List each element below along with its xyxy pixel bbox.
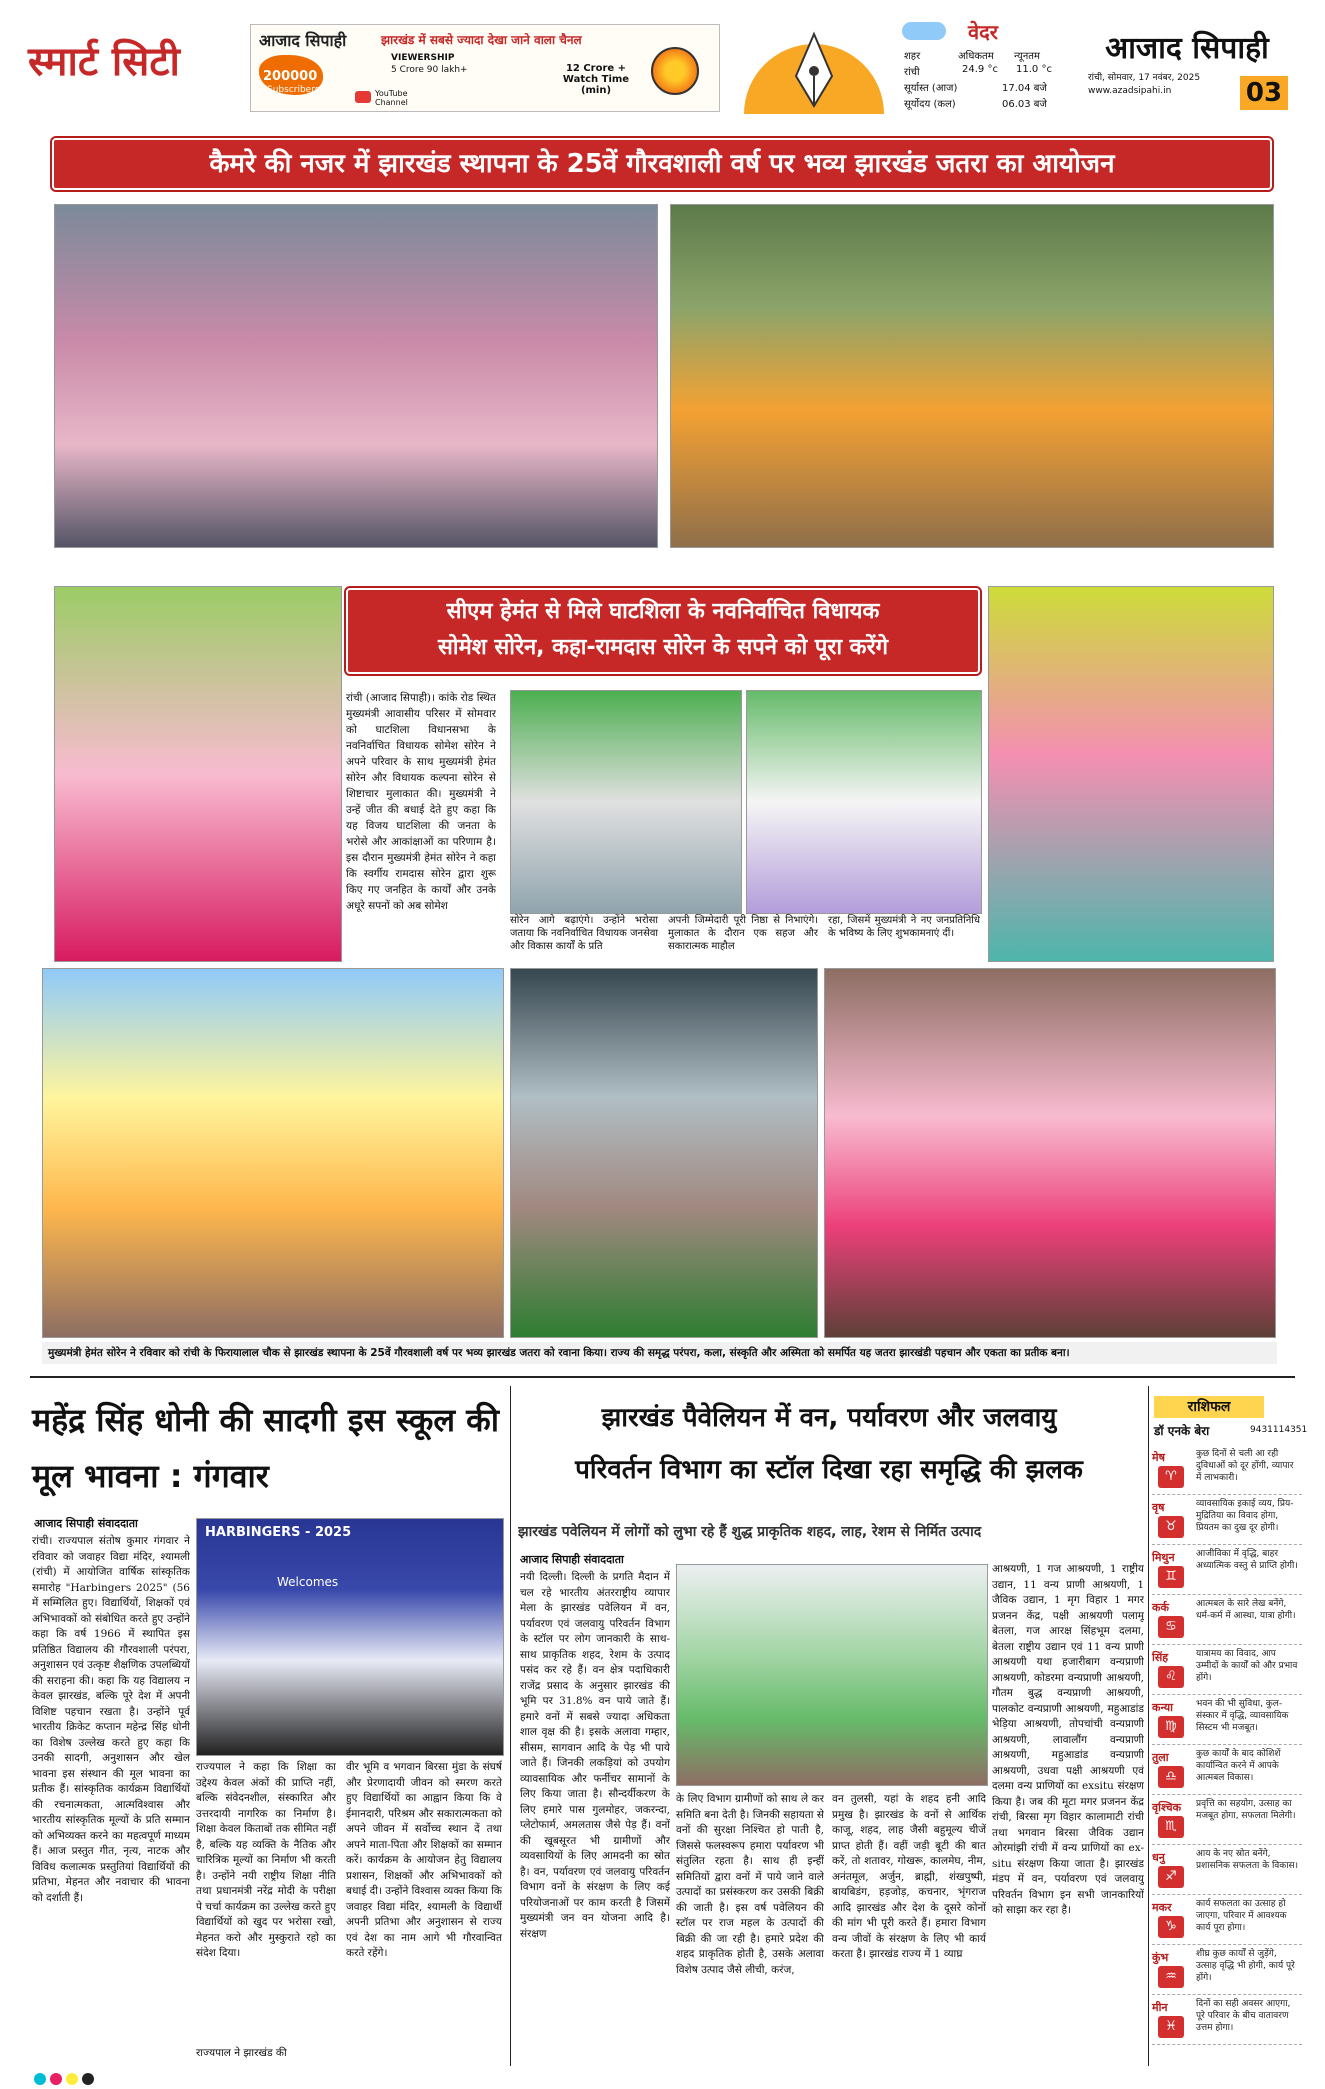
pen-nib-logo-icon [734, 16, 894, 114]
rashi-text: व्यावसायिक इकाई व्यय, प्रिय-मुद्रितिया का विवाद होगा, प्रियतम का दुख दूर होगी। [1196, 1499, 1294, 1533]
rashi-name: मीन [1152, 2001, 1168, 2014]
photo-forest-stall [676, 1564, 988, 1786]
zodiac-icon: ♌ [1158, 1666, 1184, 1688]
horoscope-row [1152, 1646, 1302, 1695]
pavilion-body-col2: के लिए विभाग ग्रामीणों को साथ ले कर समिति बना देती है। जिनकी सहायता से वनों की सुरक्षा निश्चित हो पाती है, जिससे फलस्वरूप हमारा पर्यावरण भी संतुलित रहता है। साथ ही इन्हीं समितियों द्वारा वनों में पाये जाने वाले उत्पादों का प्रसंस्करण कर उसकी बिक्री की जाती है। इस वर्ष पवेलियन की स्टॉल पर राज महल के उत्पादों की बिक्री की जा रही है। हमारे प्रदेश की शहद प्राकृतिक होती है, उसके अलावा विशेष उत्पाद जैसे लीची, करंज, [676, 1793, 824, 1976]
column-rule [510, 1386, 511, 2066]
rashi-text: शीघ्र कुछ कार्यों से जुड़ेंगे, उत्साह वृद्धि भी होगी, कार्य पूरे होंगे। [1196, 1949, 1295, 1983]
inset-body-c1: सोरेन आगे बढ़ाएंगे। उन्होंने भरोसा जताया कि नवनिर्वाचित विधायक जनसेवा और विकास कार्यों के प्रति [510, 915, 658, 952]
ad-brand: आजाद सिपाही [259, 31, 347, 50]
photo-harbingers-event [196, 1518, 504, 1756]
ad-subscribers-label: Subscribers [267, 85, 320, 95]
ad-tagline: झारखंड में सबसे ज्यादा देखा जाने वाला चैनल [381, 33, 582, 47]
rashi-name: तुला [1152, 1751, 1169, 1764]
top-caption: मुख्यमंत्री हेमंत सोरेन ने रविवार को रांची के फिरायालाल चौक से झारखंड स्थापना के 25वें गौरवशाली वर्ष पर भव्य झारखंड जतरा को रवाना किया। राज्य की समृद्ध परंपरा, कला, संस्कृति और अस्मिता को समर्पित यह जतरा झारखंडी पहचान और एकता का प्रतीक बना। [42, 1342, 1277, 1364]
rashi-name: मिथुन [1152, 1551, 1175, 1564]
rashi-text: भवन की भी सुविधा, कुल-संस्कार में वृद्धि, व्यावसायिक सिस्टम भी मजबूत। [1196, 1699, 1289, 1733]
horoscope-row [1152, 1696, 1302, 1745]
horoscope-row [1152, 1996, 1302, 2045]
photo-cm-bouquet-1 [510, 690, 742, 914]
website[interactable]: www.azadsipahi.in [1088, 86, 1172, 96]
inset-body-c2: अपनी जिम्मेदारी पूरी निष्ठा से निभाएंगे। मुलाकात के दौरान एक सहज और सकारात्मक माहौल [668, 915, 818, 952]
inset-headline [346, 588, 980, 674]
rashi-name: कुंभ [1152, 1951, 1169, 1964]
zodiac-icon: ♋ [1158, 1616, 1184, 1638]
magenta-dot-icon [50, 2073, 62, 2085]
rashi-text: यात्रामय का विवाद, आप उम्मीदों के कार्यों को और प्रभाव होंगे। [1196, 1649, 1298, 1683]
rashi-text: आजीविका में वृद्धि, बाहर अध्यात्मिक वस्तु से प्राप्ति होगी। [1196, 1549, 1298, 1571]
photo-woman-pot [988, 586, 1274, 962]
rashi-text: आत्मबल के सारे लेख बनेंगे, धर्म-कर्म में आस्था, यात्रा होगी। [1196, 1599, 1296, 1621]
rashi-text: कुछ कार्यों के बाद कोशिशें कार्यान्वित करने में आपके आत्मबल विकास। [1196, 1749, 1281, 1783]
ad-watch-time: 12 Crore + Watch Time (min) [562, 63, 630, 96]
rashi-name: वृश्चिक [1152, 1801, 1182, 1814]
pavilion-headline-line1: झारखंड पैवेलियन में वन, पर्यावरण और जलवायु [601, 1403, 1057, 1433]
weather-min: 11.0 °c [1016, 64, 1052, 75]
inset-headline-line2: सोमेश सोरेन, कहा-रामदास सोरेन के सपने को पूरा करेंगे [438, 635, 888, 660]
photo-cm-procession [54, 204, 658, 548]
rashi-text: कार्य सफलता का उत्साह हो जाएगा, परिवार में आवश्यक कार्य पूरा होगा। [1196, 1899, 1287, 1933]
weather-col-city: शहर [904, 51, 921, 62]
rashi-name: कन्या [1152, 1701, 1173, 1714]
horoscope-author: डॉ एनके बेरा [1154, 1424, 1210, 1438]
pavilion-headline-line2: परिवर्तन विभाग का स्टॉल दिखा रहा समृद्धि की झलक [575, 1455, 1083, 1485]
registration-marks [34, 2070, 1294, 2084]
weather-max: 24.9 °c [962, 64, 998, 75]
rashi-name: वृष [1152, 1501, 1165, 1514]
cloud-sun-icon [902, 22, 946, 40]
photo-cm-celebrating [54, 586, 342, 962]
pavilion-body-col4: आश्रयणी, 1 गज आश्रयणी, 1 राष्ट्रीय उद्यान, 11 वन्य प्राणी आश्रयणी, 1 जैविक उद्यान, 1 मृग विहार 1 मगर प्रजनन केंद्र, पक्षी आश्रयणी पलामू बेतला, गज आरक्ष सिंहभूम दलमा, बेतला राष्ट्रीय उद्यान एवं 11 वन्य प्राणी आश्रयणी यथा हजारीबाग वन्यप्राणी आश्रयणी, कोडरमा वन्यप्राणी आश्रयणी, गौतम बुद्ध वन्यप्राणी आश्रयणी, पालकोट वन्यप्राणी आश्रयणी, महुआडांड भेड़िया आश्रयणी, तोपचांची वन्यप्राणी आश्रयणी, लावालौंग वन्यप्राणी आश्रयणी, महुआडांड वन्यप्राणी आश्रयणी, उधवा पक्षी आश्रयणी एवं दलमा वन्य प्राणियों का exsitu संरक्षण किया है। जब की मूटा मगर प्रजनन केंद्र रांची, बिरसा मृग विहार कालामाटी रांची तथा भगवान बिरसा जैविक उद्यान ओरमांझी रांची में वन्य प्राणियों का ex-situ संरक्षण किया जाता है। झारखंड मंडप में वन, पर्यावरण एवं जलवायु परिवर्तन विभाग इन सभी जानकारियों को साझा कर रहा है। [992, 1563, 1144, 1916]
rashi-name: सिंह [1152, 1651, 1169, 1664]
zodiac-icon: ♈ [1158, 1466, 1184, 1488]
masthead [22, 14, 1305, 114]
horoscope-row [1152, 1496, 1302, 1545]
award-badge-icon [651, 47, 699, 95]
ad-viewership-value: 5 Crore 90 lakh+ [391, 65, 468, 75]
photo-nagara-drum [510, 968, 818, 1338]
rashi-text: आय के नए स्रोत बनेंगे, प्रशासनिक सफलता के विकास। [1196, 1849, 1299, 1871]
horoscope-row [1152, 1896, 1302, 1945]
zodiac-icon: ♒ [1158, 1966, 1184, 1988]
pavilion-headline [514, 1392, 1144, 1512]
top-headline: कैमरे की नजर में झारखंड स्थापना के 25वें गौरवशाली वर्ष पर भव्य झारखंड जतरा का आयोजन [52, 138, 1272, 190]
horoscope-row [1152, 1846, 1302, 1895]
dhoni-body-col4: वीर भूमि व भगवान बिरसा मुंडा के संघर्ष और प्रेरणादायी जीवन को स्मरण करते हुए विद्यार्थियों का आह्वान किया कि वे ईमानदारी, परिश्रम और सकारात्मकता को अपने जीवन में सर्वोच्च स्थान दें तथा अपने माता-पिता और शिक्षकों का सम्मान करें। कार्यक्रम के आयोजन हेतु विद्यालय प्रशासन, शिक्षकों और अभिभावकों को बधाई दी। उन्होंने विश्वास व्यक्त किया कि जवाहर विद्या मंदिर, श्यामली के विद्यार्थी अपनी प्रतिभा और अनुशासन से राज्य एवं देश का नाम आगे भी गौरवान्वित करते रहेंगे। [346, 1761, 502, 1959]
zodiac-icon: ♍ [1158, 1716, 1184, 1738]
zodiac-icon: ♑ [1158, 1916, 1184, 1938]
sunrise-value: 06.03 बजे [1002, 99, 1047, 110]
yellow-dot-icon [66, 2073, 78, 2085]
weather-box [902, 18, 1072, 114]
weather-col-max: अधिकतम [958, 51, 994, 62]
pavilion-byline: आजाद सिपाही संवाददाता [520, 1553, 624, 1566]
horoscope-row [1152, 1796, 1302, 1845]
photo-women-drums [824, 968, 1276, 1338]
rashi-name: मेष [1152, 1451, 1165, 1464]
horoscope-row [1152, 1596, 1302, 1645]
sunset-value: 17.04 बजे [1002, 83, 1047, 94]
horoscope-row [1152, 1546, 1302, 1595]
section-divider [30, 1376, 1295, 1378]
rashi-text: दिनों का सही अवसर आएगा, पूरे परिवार के बीच वातावरण उत्तम होगा। [1196, 1999, 1291, 2033]
inset-headline-line1: सीएम हेमंत से मिले घाटशिला के नवनिर्वाचित विधायक [446, 599, 880, 624]
section-title: स्मार्ट सिटी [28, 39, 180, 85]
zodiac-icon: ♏ [1158, 1816, 1184, 1838]
zodiac-icon: ♐ [1158, 1866, 1184, 1888]
photo-jatra-float [42, 968, 504, 1338]
pavilion-subhead: झारखंड पवेलियन में लोगों को लुभा रहे हैं शुद्ध प्राकृतिक शहद, लाह, रेशम से निर्मित उत्पाद [518, 1524, 982, 1540]
zodiac-icon: ♓ [1158, 2016, 1184, 2038]
rashi-name: धनु [1152, 1851, 1165, 1864]
dhoni-body-col2: राज्यपाल ने कहा कि शिक्षा का उद्देश्य केवल अंकों की प्राप्ति नहीं, बल्कि संवेदनशील, संस्कारित और उत्तरदायी नागरिक का निर्माण है। शिक्षा केवल किताबों तक सीमित नहीं है, बल्कि यह व्यक्ति के नैतिक और चारित्रिक मूल्यों का निर्माण भी करती है। उन्होंने नयी राष्ट्रीय शिक्षा नीति तथा प्रधानमंत्री नरेंद्र मोदी के परीक्षा पे चर्चा कार्यक्रम का उल्लेख करते हुए विद्यार्थियों को खुद पर भरोसा रखो, मेहनत करो और मुस्कुराते रहो का संदेश दिया। [196, 1761, 336, 1959]
photo-welcome-text: Welcomes [277, 1575, 339, 1589]
inset-body-c3: रहा, जिसमें मुख्यमंत्री ने नए जनप्रतिनिधि के भविष्य के लिए शुभकामनाएं दीं। [828, 915, 980, 939]
rashi-name: मकर [1152, 1901, 1172, 1914]
photo-banner-text: HARBINGERS - 2025 [205, 1525, 352, 1540]
black-dot-icon [82, 2073, 94, 2085]
cyan-dot-icon [34, 2073, 46, 2085]
paper-name: आजाद सिपाही [1105, 31, 1269, 66]
page-number: 03 [1240, 76, 1288, 110]
sunrise-label: सूर्योदय (कल) [904, 99, 956, 110]
weather-title: वेदर [968, 20, 998, 44]
horoscope-title: राशिफल [1154, 1396, 1264, 1418]
sunset-label: सूर्यास्त (आज) [904, 83, 958, 94]
zodiac-icon: ♎ [1158, 1766, 1184, 1788]
pavilion-body-col3: वन तुलसी, यहां के शहद हनी आदि प्रमुख है। झारखंड के वनों से आर्थिक काजू, शहद, लाह जैसी बहुमूल्य चीजें प्राप्त होती हैं। वहीं जड़ी बूटी की बात करें, तो शतावर, गोखरू, कालमेघ, नीम, अनंतमूल, अर्जुन, ब्राह्मी, शंखपुष्पी, बायबिडंग, हड़जोड़, कचनार, भृंगराज आदि झारखंड और देश के दूसरे कोनों की मांग भी पूरी करते हैं। हमारा विभाग वन्य जीवों के संरक्षण के लिए भी कार्य करता है। झारखंड राज्य में 1 व्याघ्र [832, 1793, 986, 1960]
zodiac-icon: ♉ [1158, 1516, 1184, 1538]
photo-cm-bouquet-2 [746, 690, 982, 914]
weather-col-min: न्यूनतम [1014, 51, 1040, 62]
column-rule-2 [1148, 1386, 1149, 2066]
rashi-text: कुछ दिनों से चली आ रही दुविधाओं को दूर होंगी, व्यापार में लाभकारी। [1196, 1449, 1294, 1483]
horoscope-row [1152, 1946, 1302, 1995]
channel-ad[interactable] [250, 24, 720, 112]
horoscope-row [1152, 1746, 1302, 1795]
weather-city: रांची [904, 67, 920, 78]
zodiac-icon: ♊ [1158, 1566, 1184, 1588]
dateline: रांची, सोमवार, 17 नवंबर, 2025 [1088, 73, 1201, 83]
youtube-icon [355, 91, 371, 103]
horoscope-row [1152, 1446, 1302, 1495]
dhoni-byline: आजाद सिपाही संवाददाता [34, 1517, 138, 1530]
rashi-name: कर्क [1152, 1601, 1169, 1614]
ad-viewership-title: VIEWERSHIP [391, 53, 455, 63]
horoscope-phone: 9431114351 [1250, 1425, 1308, 1435]
photo-tribal-dance [670, 204, 1274, 548]
dhoni-body-col3: राज्यपाल ने झारखंड की [196, 2047, 287, 2059]
ad-subscribers: 200000 [263, 69, 318, 84]
pavilion-body-col1: नयी दिल्ली। दिल्ली के प्रगति मैदान में चल रहे भारतीय अंतरराष्ट्रीय व्यापार मेला के झारखंड पवेलियन में वन, पर्यावरण एवं जलवायु परिवर्तन विभाग के स्टॉल पर लोग जानकारी के साथ-साथ प्राकृतिक शहद, रेशम के उत्पाद पसंद कर रहे हैं। वन क्षेत्र पदाधिकारी राजेंद्र प्रसाद के अनुसार झारखंड की भूमि पर 31.8% वन पाये जाते हैं। हमारे वनों में सबसे ज्यादा अधिकता शाल वृक्ष की है। इसके अलावा गम्हार, सीसम, सागवान आदि के पेड़ भी पाये जाते हैं। जिनकी लकड़ियां को उपयोग व्यावसायिक और फर्नीचर सामानों के लिए किया जाता है। सौन्दर्यीकरण के लिए हमारे पास गुलमोहर, जकरन्दा, प्लेटोफार्म, अमलतास जैसे पेड़ हैं। वनों की खूबसूरत भी ग्रामीणों और व्यवसायियों के लिए आमदनी का स्रोत है। वन, पर्यावरण एवं जलवायु परिवर्तन विभाग वनों के संरक्षण के लिए कई परियोजनाओं पर काम करती है जिसमें मुख्यमंत्री जन वन योजना आदि है। संरक्षण [520, 1571, 670, 1940]
inset-body-left: रांची (आजाद सिपाही)। कांके रोड स्थित मुख्यमंत्री आवासीय परिसर में सोमवार को घाटशिला विधानसभा के नवनिर्वाचित विधायक सोमेश सोरेन ने अपने परिवार के साथ मुख्यमंत्री हेमंत सोरेन और विधायक कल्पना सोरेन से शिष्टाचार मुलाकात की। मुख्यमंत्री ने उन्हें जीत की बधाई देते हुए कहा कि यह विजय घाटशिला की जनता के भरोसे और आकांक्षाओं का परिणाम है। इस दौरान मुख्यमंत्री हेमंत सोरेन ने कहा कि स्वर्गीय रामदास सोरेन द्वारा शुरू किए गए जनहित के कार्यों और उनके अधूरे सपनों को अब सोमेश [346, 692, 496, 912]
ad-youtube-label: YouTube Channel [375, 89, 408, 107]
dhoni-headline: महेंद्र सिंह धोनी की सादगी इस स्कूल की मूल भावना : गंगवार [32, 1401, 500, 1495]
rashi-text: प्रवृत्ति का सहयोग, उत्साह का मजबूत होगा, सफलता मिलेगी। [1196, 1799, 1296, 1821]
dhoni-body-col1: रांची। राज्यपाल संतोष कुमार गंगवार ने रविवार को जवाहर विद्या मंदिर, श्यामली (रांची) में आयोजित वार्षिक सांस्कृतिक समारोह "Harbingers 2025" (56 में सम्मिलित हुए। विद्यार्थियों, शिक्षकों एवं अभिभावकों को संबोधित करते हुए उन्होंने कहा कि वर्ष 1966 में स्थापित इस प्रतिष्ठित विद्यालय की गौरवशाली परंपरा, अनुशासन एवं उत्कृष्ट शैक्षणिक उपलब्धियों की सराहना की। कहा कि यह विद्यालय न केवल झारखंड, बल्कि पूरे देश में अपनी विशिष्ट पहचान रखता है। उन्होंने पूर्व भारतीय क्रिकेट कप्तान महेन्द्र सिंह धोनी का विशेष उल्लेख करते हुए कहा कि उनकी सादगी, अनुशासन और खेल भावना इस संस्थान की मूल भावना का प्रतीक हैं। सांस्कृतिक कार्यक्रम विद्यार्थियों की रचनात्मकता, आत्मविश्वास और भारतीय सांस्कृतिक मूल्यों के प्रति सम्मान को अभिव्यक्त करने का महत्वपूर्ण माध्यम हैं। आज प्रस्तुत गीत, नृत्य, नाटक और विविध कलात्मक प्रस्तुतियां विद्यार्थियों की प्रतिभा, मेहनत और नवाचार की भावना को दर्शाती हैं। [32, 1535, 190, 1904]
